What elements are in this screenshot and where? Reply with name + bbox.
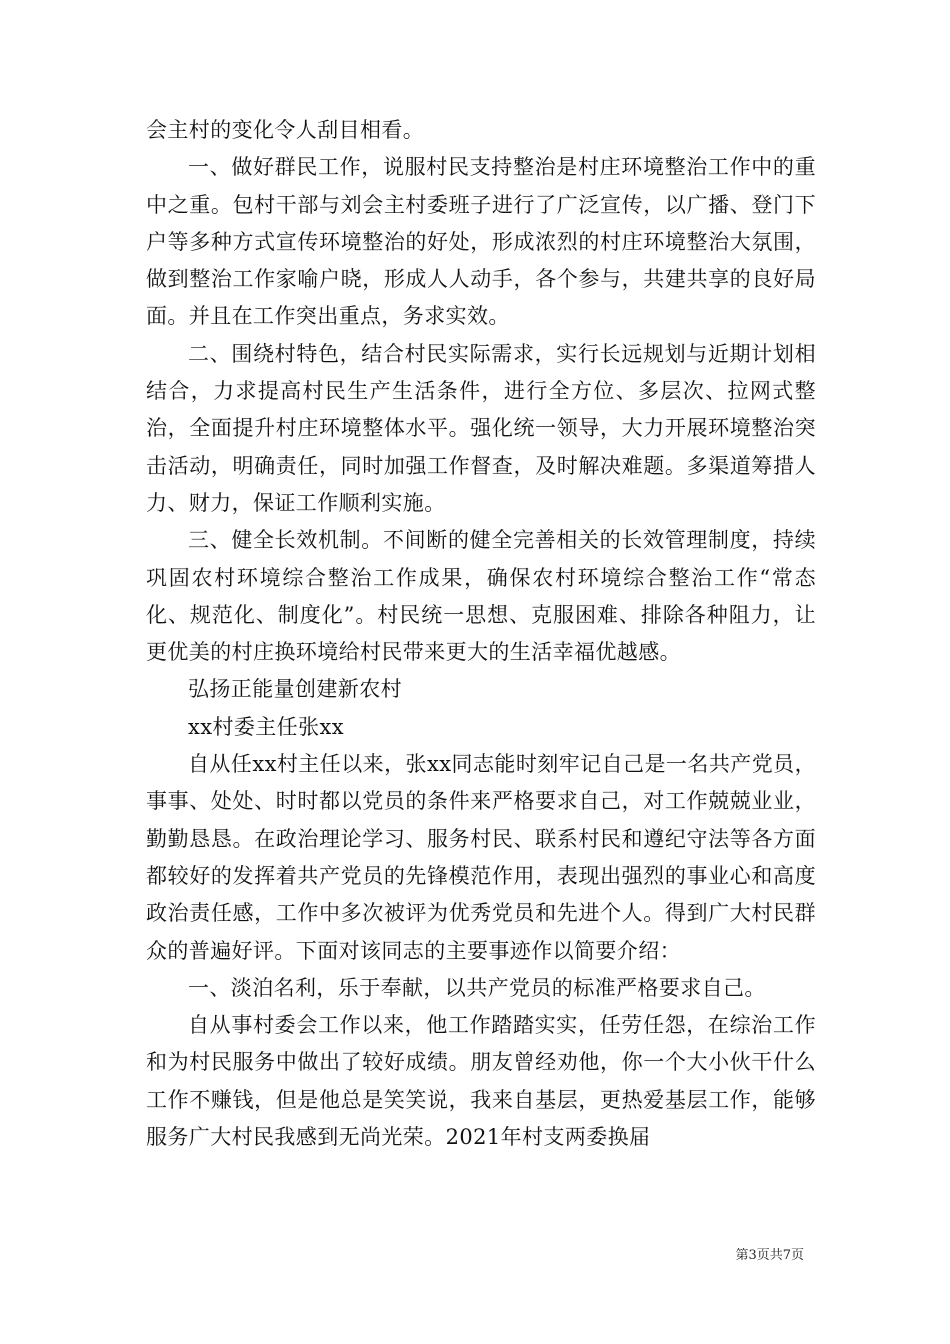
document-body (146, 112, 816, 1156)
section-title: 弘扬正能量创建新农村 (188, 677, 402, 702)
page-number-footer: 第3页共7页 (735, 1248, 804, 1263)
paragraph-4: 三、健全长效机制。不间断的健全完善相关的长效管理制度，持续巩固农村环境综合整治工作成果，确保农村环境综合整治工作“常态化、规范化、制度化”。村民统一思想、克服困难、排除各种阻力，让更优美的村庄换环境给村民带来更大的生活幸福优越感。 (146, 528, 816, 665)
author-line: xx村委主任张xx (188, 714, 344, 739)
paragraph-9: 自从事村委会工作以来，他工作踏踏实实，任劳任怨，在综治工作和为村民服务中做出了较好成绩。朋友曾经劝他，你一个大小伙干什么工作不赚钱，但是他总是笑笑说，我来自基层，更热爱基层工作，能够服务广大村民我感到无尚光荣。2021年村支两委换届 (146, 1013, 816, 1150)
paragraph-1: 会主村的变化令人刮目相看。 (146, 118, 425, 142)
paragraph-7: 自从任xx村主任以来，张xx同志能时刻牢记自己是一名共产党员，事事、处处、时时都以党员的条件来严格要求自己，对工作兢兢业业，勤勤恳恳。在政治理论学习、服务村民、联系村民和遵纪守法等各方面都较好的发挥着共产党员的先锋模范作用，表现出强烈的事业心和高度政治责任感，工作中多次被评为优秀党员和先进个人。得到广大村民群众的普遍好评。下面对该同志的主要事迹作以简要介绍： (146, 752, 816, 963)
paragraph-2: 一、做好群民工作，说服村民支持整治是村庄环境整治工作中的重中之重。包村干部与刘会主村委班子进行了广泛宣传，以广播、登门下户等多种方式宣传环境整治的好处，形成浓烈的村庄环境整治大氛围，做到整治工作家喻户晓，形成人人动手，各个参与，共建共享的良好局面。并且在工作突出重点，务求实效。 (146, 155, 816, 329)
paragraph-8: 一、淡泊名利，乐于奉献，以共产党员的标准严格要求自己。 (188, 975, 766, 1000)
paragraph-3: 二、围绕村特色，结合村民实际需求，实行长远规划与近期计划相结合，力求提高村民生产生活条件，进行全方位、多层次、拉网式整治，全面提升村庄环境整体水平。强化统一领导，大力开展环境整治突击活动，明确责任，同时加强工作督查，及时解决难题。多渠道筹措人力、财力，保证工作顺利实施。 (146, 341, 816, 515)
